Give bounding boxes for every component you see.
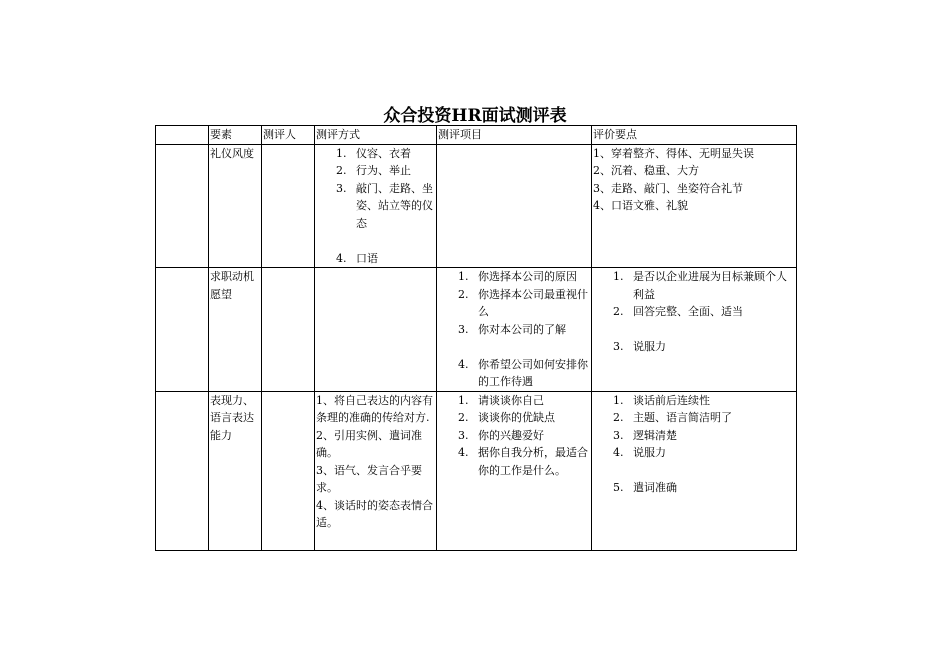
table-row (156, 391, 797, 550)
list-item: 3. 敲门、走路、坐姿、站立等的仪态 (336, 181, 433, 230)
list-item: 3、走路、敲门、坐姿符合礼节 (593, 181, 743, 195)
list-item: 1. 谈话前后连续性 (613, 393, 710, 407)
method-cell (315, 268, 437, 392)
list-item: 4、口语文雅、礼貌 (593, 199, 688, 212)
list-item: 1. 仪容、衣着 (336, 146, 411, 160)
header-points: 评价要点 (592, 126, 797, 145)
list-item: 1. 是否以企业进展为目标兼顾个人利益 (613, 270, 787, 301)
element-cell: 礼仪风度 (209, 144, 262, 268)
list-item: 4. 你希望公司如何安排你的工作待遇 (458, 357, 588, 388)
points-cell (592, 391, 797, 550)
list-item: 2. 回答完整、全面、适当 (613, 305, 743, 318)
list-item: 1. 请谈谈你自己 (458, 393, 544, 407)
list-item: 2. 你选择本公司最重视什么 (458, 287, 588, 318)
header-method: 测评方式 (315, 126, 437, 145)
table-row (156, 144, 797, 268)
method-cell (315, 391, 437, 550)
element-cell: 表现力、语言表达能力 (209, 391, 262, 550)
method-cell (315, 144, 437, 268)
list-item: 3. 你的兴趣爱好 (458, 428, 544, 442)
header-element: 要素 (209, 126, 262, 145)
element-cell: 求职动机愿望 (209, 268, 262, 392)
list-item: 2、沉着、稳重、大方 (593, 164, 699, 177)
list-item: 4、谈话时的姿态表情合适。 (316, 498, 433, 529)
list-item: 2. 主题、语言简洁明了 (613, 411, 732, 424)
list-item: 2、引用实例、遣词准确。 (316, 428, 422, 459)
list-item: 5. 遣词准确 (613, 481, 677, 494)
list-item: 1、穿着整齐、得体、无明显失误 (593, 146, 754, 160)
list-item: 2. 行为、举止 (336, 164, 411, 177)
list-item: 1. 你选择本公司的原因 (458, 270, 577, 283)
list-item: 3、语气、发言合乎要求。 (316, 463, 422, 494)
header-evaluator: 测评人 (262, 126, 315, 145)
list-item: 3. 说服力 (613, 340, 666, 353)
header-items: 测评项目 (437, 126, 592, 145)
items-cell (437, 391, 592, 550)
items-cell (437, 144, 592, 268)
blank-cell (156, 268, 209, 392)
list-item: 4. 口语 (336, 251, 378, 265)
evaluator-cell (262, 268, 315, 392)
list-item: 2. 谈谈你的优缺点 (458, 411, 555, 424)
points-cell (592, 268, 797, 392)
blank-cell (156, 144, 209, 268)
table-row (156, 268, 797, 392)
evaluator-cell (262, 144, 315, 268)
table-header-row (156, 126, 797, 145)
points-cell (592, 144, 797, 268)
list-item: 1、将自己表达的内容有条理的准确的传给对方. (316, 393, 433, 424)
header-blank-cell (156, 126, 209, 145)
blank-cell (156, 391, 209, 550)
items-cell (437, 268, 592, 392)
evaluator-cell (262, 391, 315, 550)
evaluation-table (155, 125, 797, 551)
page-title: 众合投资HR面试测评表 (383, 106, 567, 126)
list-item: 4. 说服力 (613, 446, 666, 459)
list-item: 3. 逻辑清楚 (613, 428, 677, 442)
list-item: 4. 据你自我分析，最适合你的工作是什么。 (458, 446, 588, 477)
list-item: 3. 你对本公司的了解 (458, 322, 566, 336)
